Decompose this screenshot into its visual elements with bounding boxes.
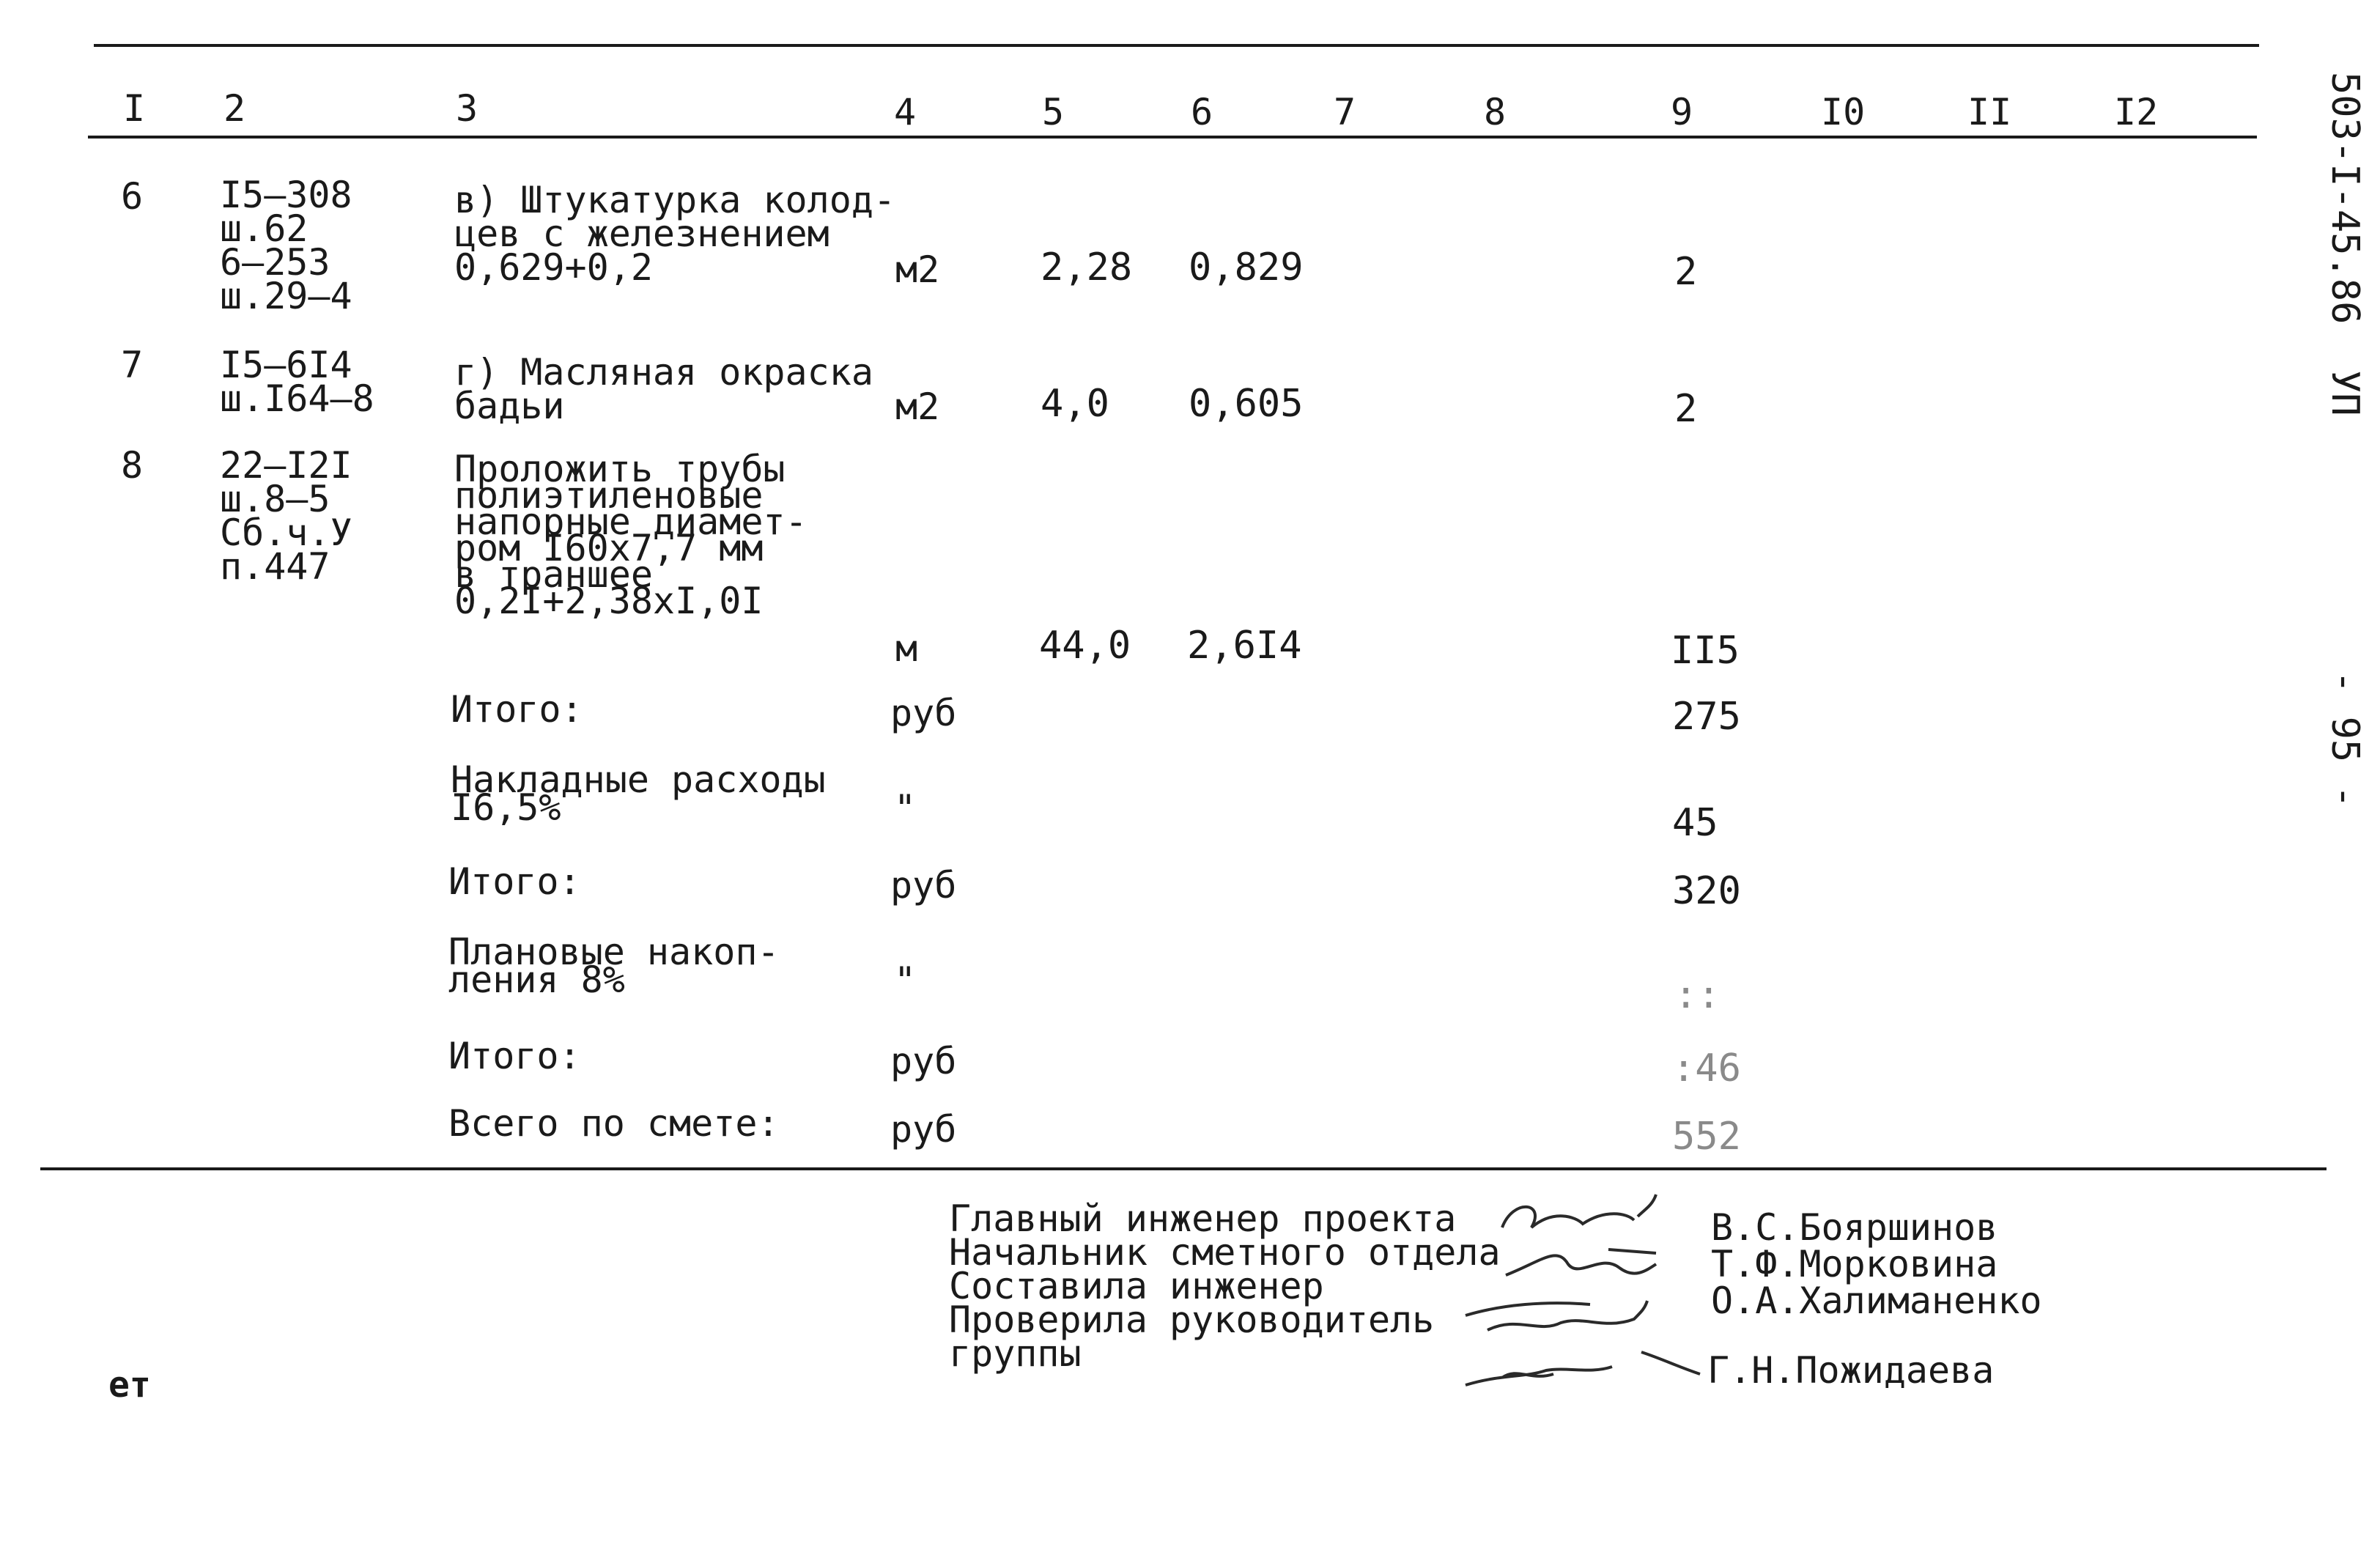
rate-code: I5–308 ш.62 6–253 ш.29–4 — [220, 174, 352, 317]
col-header-9: 9 — [1671, 91, 1693, 133]
album-label: УП — [2323, 370, 2367, 416]
summary-label: Плановые накоп- ления 8% — [448, 931, 780, 1001]
col-header-2: 2 — [223, 87, 246, 130]
signatory-titles: Главный инженер проекта Начальник сметного отдела Составила инженер Проверила руководитель группы — [949, 1197, 1501, 1375]
summary-total: :: — [1674, 973, 1721, 1017]
signatory-names: В.С.Бояршинов Т.Ф.Морковина О.А.Халиманенко — [1711, 1206, 2042, 1322]
summary-unit: руб — [890, 692, 957, 734]
document-code: 503-I-45.86 — [2323, 72, 2367, 325]
col-header-1: I — [123, 87, 146, 130]
summary-label: Итого: — [451, 688, 583, 731]
signatory-last-name: Г.Н.Пожидаева — [1707, 1349, 1995, 1392]
work-description: Проложить трубы полиэтиленовые напорные диамет- ром I60х7,7 мм в траншее 0,2I+2,38хI,0I — [454, 448, 808, 622]
unit: м2 — [895, 385, 940, 428]
summary-total: 45 — [1672, 801, 1718, 845]
summary-unit: " — [894, 959, 917, 1002]
col-header-3: 3 — [456, 87, 478, 130]
summary-unit: руб — [890, 1108, 957, 1151]
summary-total: 275 — [1672, 695, 1741, 739]
unit-price: 2,6I4 — [1187, 624, 1302, 668]
unit-price: 0,829 — [1189, 245, 1304, 289]
col-header-10: I0 — [1821, 91, 1866, 133]
work-description: в) Штукатурка колод- цев с железнением 0,629+0,2 — [454, 179, 896, 289]
col-header-12: I2 — [2114, 91, 2159, 133]
quantity: 2,28 — [1041, 245, 1133, 289]
bottom-rule — [40, 1167, 2327, 1170]
signature-scribble — [1488, 1187, 1693, 1246]
total-cost: II5 — [1671, 629, 1740, 673]
footer-mark: ет — [108, 1365, 151, 1406]
work-description: г) Масляная окраска бадьи — [454, 351, 873, 427]
total-cost: 2 — [1674, 250, 1698, 294]
page-number: - 95 - — [2323, 671, 2367, 808]
rate-code: 22–I2I ш.8–5 Сб.ч.У п.447 — [220, 444, 352, 588]
signature-scribble — [1458, 1334, 1722, 1400]
summary-label: Накладные расходы I6,5% — [451, 758, 826, 829]
total-cost: 2 — [1674, 387, 1698, 431]
summary-unit: руб — [890, 864, 957, 907]
header-rule — [88, 136, 2257, 139]
row-number: 6 — [121, 175, 144, 218]
col-header-11: II — [1967, 91, 2012, 133]
rate-code: I5–6I4 ш.I64–8 — [220, 344, 374, 420]
col-header-7: 7 — [1334, 91, 1356, 133]
col-header-4: 4 — [894, 91, 917, 133]
summary-unit: руб — [890, 1040, 957, 1082]
row-number: 7 — [121, 344, 144, 386]
unit-price: 0,605 — [1189, 382, 1304, 426]
col-header-5: 5 — [1042, 91, 1065, 133]
top-rule — [94, 44, 2259, 47]
summary-unit: " — [894, 787, 917, 830]
row-number: 8 — [121, 444, 144, 487]
col-header-8: 8 — [1484, 91, 1507, 133]
summary-label: Всего по смете: — [448, 1102, 780, 1145]
quantity: 4,0 — [1041, 382, 1109, 426]
unit: м — [895, 627, 918, 670]
unit: м2 — [895, 248, 940, 291]
signature-scribble — [1498, 1238, 1689, 1290]
summary-total: 552 — [1672, 1115, 1741, 1159]
summary-label: Итого: — [448, 1035, 581, 1077]
col-header-6: 6 — [1191, 91, 1213, 133]
summary-total: 320 — [1672, 869, 1741, 913]
quantity: 44,0 — [1039, 624, 1131, 668]
summary-label: Итого: — [448, 860, 581, 903]
summary-total: :46 — [1672, 1046, 1741, 1090]
